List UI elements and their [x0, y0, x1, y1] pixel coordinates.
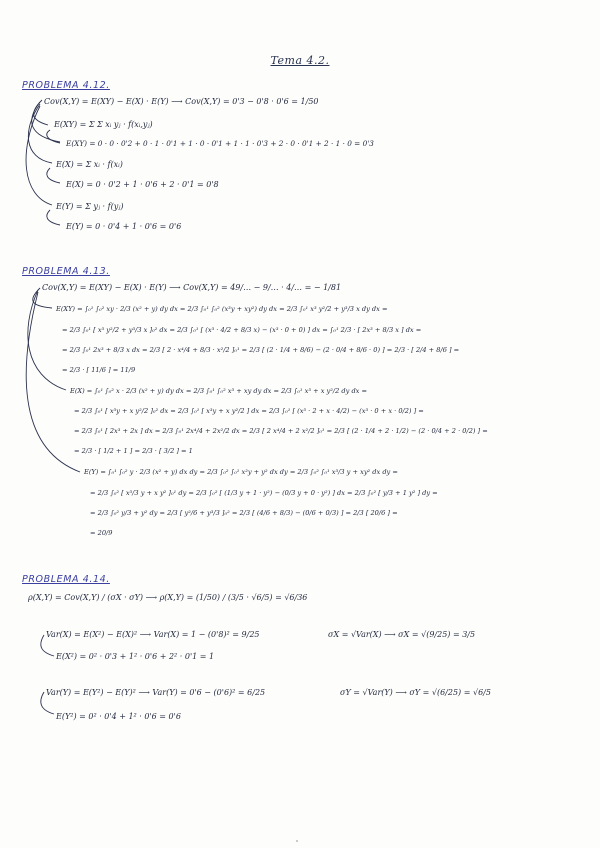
section-heading-4-14: PROBLEMA 4.14.	[22, 574, 110, 585]
equation-line: E(Y) = ∫₀¹ ∫₀² y · 2/3 (x² + y) dx dy = 2/3 ∫₀² ∫₀¹ x²y + y² dx dy = 2/3 ∫₀² ∫₀¹ x³/3 y + xy² dx dy =	[84, 468, 398, 476]
equation-line: Cov(X,Y) = E(XY) − E(X) · E(Y) ⟶ Cov(X,Y) = 49/… − 9/… · 4/… = − 1/81	[42, 283, 342, 292]
equation-line: = 2/3 ∫₀¹ [ x³y + x y²/2 ]₀² dx = 2/3 ∫₀¹ [ x³y + x y²/2 ] dx = 2/3 ∫₀¹ [ (x³ · 2 + x · 4/2) − (x³ · 0 + x · 0/2) ] =	[74, 407, 424, 415]
equation-line: = 2/3 ∫₀¹ 2x³ + 8/3 x dx = 2/3 [ 2 · x⁴/4 + 8/3 · x²/2 ]₀¹ = 2/3 [ (2 · 1/4 + 8/6) − (2 · 0/4 + 8/6 · 0) ] = 2/3 · [ 2/4 + 8/6 ] =	[62, 346, 460, 354]
equation-line: Cov(X,Y) = E(XY) − E(X) · E(Y) ⟶ Cov(X,Y) = 0'3 − 0'8 · 0'6 = 1/50	[44, 97, 319, 106]
equation-line: E(Y) = Σ yⱼ · f(yⱼ)	[56, 202, 124, 211]
equation-line: = 2/3 · [ 1/2 + 1 ] = 2/3 · [ 3/2 ] = 1	[74, 447, 193, 455]
equation-line: E(XY) = 0 · 0 · 0'2 + 0 · 1 · 0'1 + 1 · 0 · 0'1 + 1 · 1 · 0'3 + 2 · 0 · 0'1 + 2 · 1 · 0 = 0'3	[66, 139, 374, 148]
equation-line: E(XY) = ∫₀¹ ∫₀² xy · 2/3 (x² + y) dy dx = 2/3 ∫₀¹ ∫₀² (x³y + xy²) dy dx = 2/3 ∫₀¹ x³ y²/2 + y³/3 x dy dx =	[56, 305, 388, 313]
equation-line: E(XY) = Σ Σ xᵢ yⱼ · f(xᵢ,yⱼ)	[54, 120, 153, 129]
equation-line: Var(Y) = E(Y²) − E(Y)² ⟶ Var(Y) = 0'6 − (0'6)² = 6/25	[46, 688, 266, 697]
equation-line: E(Y²) = 0² · 0'4 + 1² · 0'6 = 0'6	[56, 712, 181, 721]
paper-speck	[296, 840, 298, 842]
section-heading-4-12: PROBLEMA 4.12.	[22, 80, 110, 91]
equation-line: σX = √Var(X) ⟶ σX = √(9/25) = 3/5	[328, 630, 476, 639]
equation-line: E(X) = 0 · 0'2 + 1 · 0'6 + 2 · 0'1 = 0'8	[66, 180, 219, 189]
equation-line: Var(X) = E(X²) − E(X)² ⟶ Var(X) = 1 − (0'8)² = 9/25	[46, 630, 260, 639]
equation-line: E(Y) = 0 · 0'4 + 1 · 0'6 = 0'6	[66, 222, 182, 231]
equation-line: = 20/9	[90, 529, 113, 537]
equation-line: = 2/3 ∫₀² y/3 + y² dy = 2/3 [ y²/6 + y³/3 ]₀² = 2/3 [ (4/6 + 8/3) − (0/6 + 0/3) ] = 2/3 [ 20/6 ] =	[90, 509, 398, 517]
equation-line: = 2/3 ∫₀¹ [ 2x³ + 2x ] dx = 2/3 ∫₀¹ 2x⁴/4 + 2x²/2 dx = 2/3 [ 2 x⁴/4 + 2 x²/2 ]₀¹ = 2/3 [ (2 · 1/4 + 2 · 1/2) − (2 · 0/4 + 2 · 0/2) ] =	[74, 427, 488, 435]
equation-line: E(X²) = 0² · 0'3 + 1² · 0'6 + 2² · 0'1 = 1	[56, 652, 215, 661]
equation-line: = 2/3 ∫₀² [ x³/3 y + x y² ]₀¹ dy = 2/3 ∫₀² [ (1/3 y + 1 · y²) − (0/3 y + 0 · y²) ] dx = 2/3 ∫₀² [ y/3 + 1 y² ] dy =	[90, 489, 438, 497]
equation-line: = 2/3 ∫₀¹ [ x³ y²/2 + y³/3 x ]₀² dx = 2/3 ∫₀¹ [ (x³ · 4/2 + 8/3 x) − (x³ · 0 + 0) ] dx = ∫₀¹ 2/3 · [ 2x³ + 8/3 x ] dx =	[62, 326, 422, 334]
section-heading-4-13: PROBLEMA 4.13.	[22, 266, 110, 277]
equation-line: σY = √Var(Y) ⟶ σY = √(6/25) = √6/5	[340, 688, 491, 697]
equation-line: ρ(X,Y) = Cov(X,Y) / (σX · σY) ⟶ ρ(X,Y) = (1/50) / (3/5 · √6/5) = √6/36	[28, 593, 308, 602]
page-title: Tema 4.2.	[270, 54, 330, 67]
equation-line: E(X) = ∫₀¹ ∫₀² x · 2/3 (x² + y) dy dx = 2/3 ∫₀¹ ∫₀² x³ + xy dy dx = 2/3 ∫₀¹ x³ + x y²/2 dy dx =	[70, 387, 368, 395]
equation-line: = 2/3 · [ 11/6 ] = 11/9	[62, 366, 136, 374]
equation-line: E(X) = Σ xᵢ · f(xᵢ)	[56, 160, 123, 169]
